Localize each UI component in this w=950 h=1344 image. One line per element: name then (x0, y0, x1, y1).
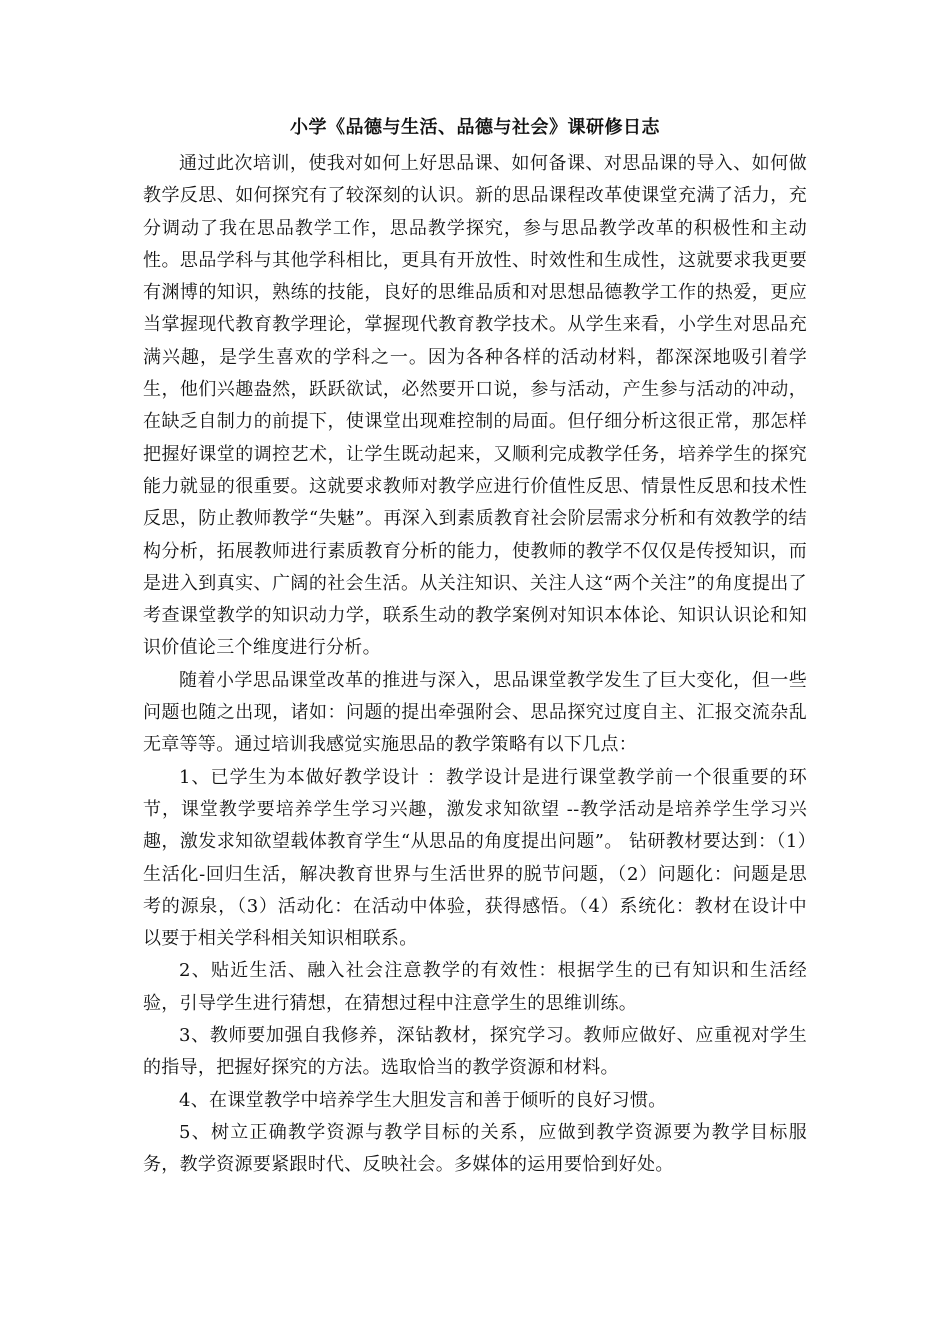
paragraph-strategy-1: 1、已学生为本做好教学设计 ：教学设计是进行课堂教学前一个很重要的环节，课堂教学要培养学生学习兴趣，激发求知欲望 --教学活动是培养学生学习兴趣，激发求知欲望载体教育学生“从思品的角度提出问题”。 钻研教材要达到：（1）生活化-回归生活，解决教育世界与生活世界的脱节问题，（2）问题化：问题是思考的源泉，（3）活动化：在活动中体验，获得感悟。（4）系统化：教材在设计中以要于相关学科相关知识相联系。 (143, 766, 807, 950)
paragraph-reform: 随着小学思品课堂改革的推进与深入，思品课堂教学发生了巨大变化，但一些问题也随之出现，诸如：问题的提出牵强附会、思品探究过度自主、汇报交流杂乱无章等等。通过培训我感觉实施思品的教学策略有以下几点： (143, 669, 807, 756)
document-title: 小学《品德与生活、品德与社会》课研修日志 (290, 117, 660, 138)
paragraph-strategy-2: 2、贴近生活、融入社会注意教学的有效性：根据学生的已有知识和生活经验，引导学生进行猜想，在猜想过程中注意学生的思维训练。 (143, 960, 807, 1014)
paragraph-intro: 通过此次培训，使我对如何上好思品课、如何备课、对思品课的导入、如何做教学反思、如何探究有了较深刻的认识。新的思品课程改革使课堂充满了活力，充分调动了我在思品教学工作，思品教学探究，参与思品教学改革的积极性和主动性。思品学科与其他学科相比，更具有开放性、时效性和生成性，这就要求我更要有渊博的知识，熟练的技能，良好的思维品质和对思想品德教学工作的热爱，更应当掌握现代教育教学理论，掌握现代教育教学技术。从学生来看，小学生对思品充满兴趣，是学生喜欢的学科之一。因为各种各样的活动材料，都深深地吸引着学生，他们兴趣盎然，跃跃欲试，必然要开口说，参与活动，产生参与活动的冲动，在缺乏自制力的前提下，使课堂出现难控制的局面。但仔细分析这很正常，那怎样把握好课堂的调控艺术，让学生既动起来，又顺利完成教学任务，培养学生的探究能力就显的很重要。这就要求教师对教学应进行价值性反思、情景性反思和技术性反思，防止教师教学“失魅”。再深入到素质教育社会阶层需求分析和有效教学的结构分析，拓展教师进行素质教育分析的能力，使教师的教学不仅仅是传授知识，而是进入到真实、广阔的社会生活。从关注知识、关注人这“两个关注”的角度提出了考查课堂教学的知识动力学，联系生动的教学案例对知识本体论、知识认识论和知识价值论三个维度进行分析。 (143, 153, 807, 659)
paragraph-strategy-5: 5、树立正确教学资源与教学目标的关系，应做到教学资源要为教学目标服务，教学资源要紧跟时代、反映社会。多媒体的运用要恰到好处。 (143, 1121, 807, 1176)
document-page (143, 112, 807, 1182)
paragraph-strategy-4: 4、在课堂教学中培养学生大胆发言和善于倾听的良好习惯。 (179, 1089, 667, 1111)
paragraph-strategy-3: 3、教师要加强自我修养，深钻教材，探究学习。教师应做好、应重视对学生的指导，把握好探究的方法。选取恰当的教学资源和材料。 (143, 1025, 807, 1079)
